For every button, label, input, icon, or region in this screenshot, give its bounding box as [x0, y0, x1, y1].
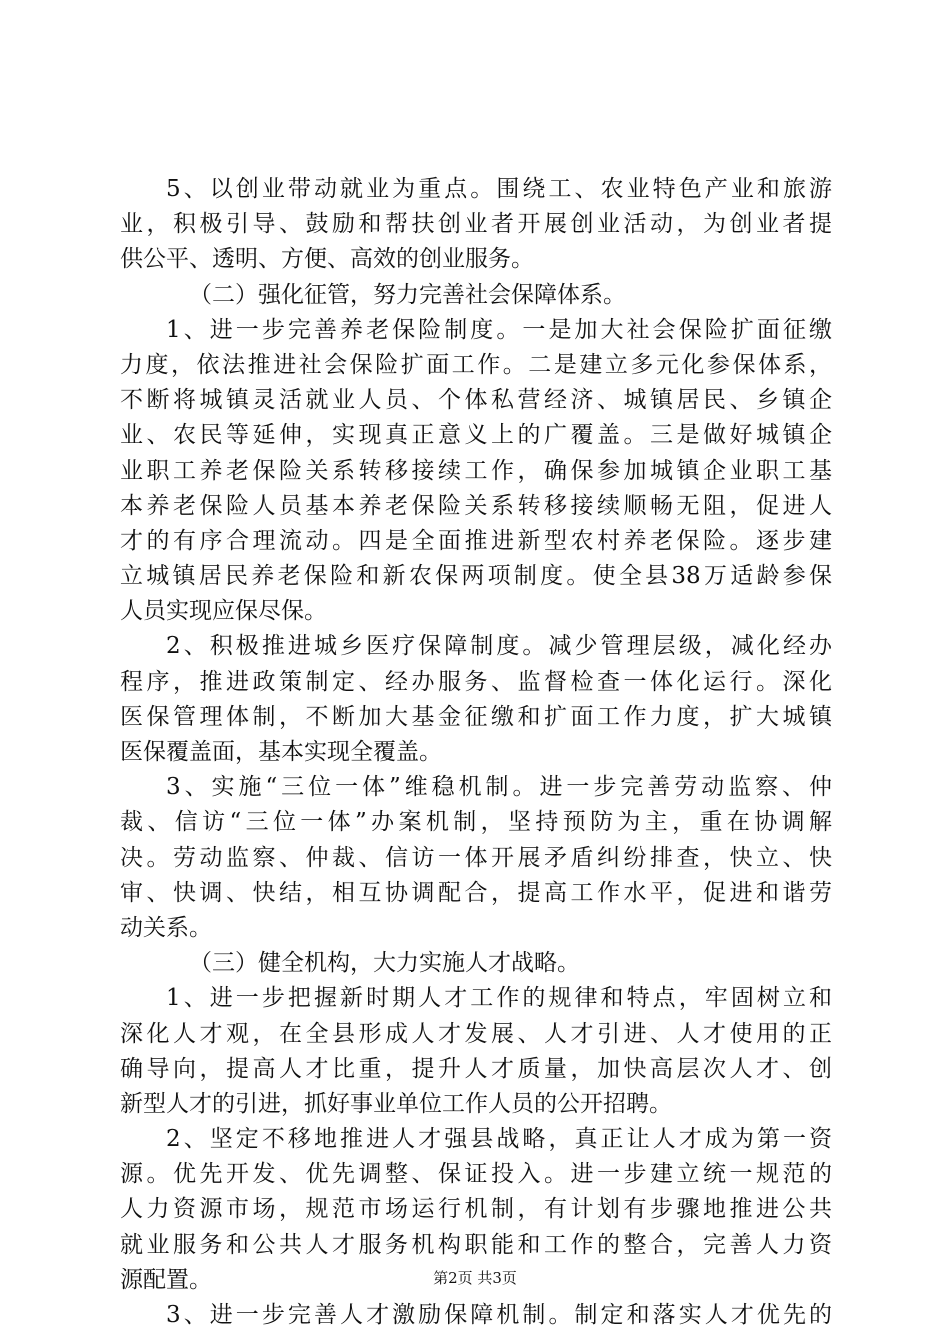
- text-line: 1、进一步把握新时期人才工作的规律和特点，牢固树立和: [166, 985, 832, 1012]
- text-line: 人力资源市场，规范市场运行机制，有计划有步骤地推进公共: [120, 1196, 832, 1223]
- text-line: 动关系。: [120, 914, 212, 941]
- text-line: 新型人才的引进，抓好事业单位工作人员的公开招聘。: [120, 1090, 672, 1117]
- text-line: 3、进一步完善人才激励保障机制。制定和落实人才优先的: [166, 1302, 832, 1328]
- text-line: 医保管理体制，不断加大基金征缴和扩面工作力度，扩大城镇: [120, 703, 832, 730]
- text-line: 供公平、透明、方便、高效的创业服务。: [120, 246, 534, 273]
- text-line: 3、实施“三位一体”维稳机制。进一步完善劳动监察、仲: [166, 774, 832, 801]
- text-line: 审、快调、快结，相互协调配合，提高工作水平，促进和谐劳: [120, 879, 832, 906]
- document-body: [120, 172, 832, 1333]
- text-line: 2、积极推进城乡医疗保障制度。减少管理层级，减化经办: [166, 633, 832, 660]
- text-line: 源。优先开发、优先调整、保证投入。进一步建立统一规范的: [120, 1161, 832, 1188]
- text-line: 业、农民等延伸，实现真正意义上的广覆盖。三是做好城镇企: [120, 422, 832, 449]
- text-line: 不断将城镇灵活就业人员、个体私营经济、城镇居民、乡镇企: [120, 387, 832, 414]
- text-line: 业职工养老保险关系转移接续工作，确保参加城镇企业职工基: [120, 457, 832, 484]
- text-line: 就业服务和公共人才服务机构职能和工作的整合，完善人力资: [120, 1231, 832, 1258]
- text-line: 立城镇居民养老保险和新农保两项制度。使全县38万适龄参保: [120, 563, 832, 590]
- text-line: 1、进一步完善养老保险制度。一是加大社会保险扩面征缴: [166, 316, 832, 343]
- text-line: 医保覆盖面，基本实现全覆盖。: [120, 739, 442, 765]
- text-line: 本养老保险人员基本养老保险关系转移接续顺畅无阻，促进人: [120, 492, 832, 519]
- text-line: 力度，依法推进社会保险扩面工作。二是建立多元化参保体系，: [120, 351, 832, 378]
- text-line: 深化人才观，在全县形成人才发展、人才引进、人才使用的正: [120, 1020, 832, 1047]
- text-line: 人员实现应保尽保。: [120, 598, 327, 625]
- text-line: 源配置。: [120, 1266, 212, 1293]
- section-heading: （二）强化征管，努力完善社会保障体系。: [189, 281, 626, 308]
- text-line: 2、坚定不移地推进人才强县战略，真正让人才成为第一资: [166, 1126, 832, 1153]
- page-footer: 第2页 共3页: [433, 1269, 517, 1287]
- text-line: 确导向，提高人才比重，提升人才质量，加快高层次人才、创: [120, 1055, 832, 1082]
- text-line: 决。劳动监察、仲裁、信访一体开展矛盾纠纷排查，快立、快: [120, 844, 832, 871]
- text-line: 业，积极引导、鼓励和帮扶创业者开展创业活动，为创业者提: [120, 211, 832, 238]
- section-heading: （三）健全机构，大力实施人才战略。: [189, 950, 580, 977]
- text-line: 5、以创业带动就业为重点。围绕工、农业特色产业和旅游: [166, 176, 832, 202]
- text-line: 程序，推进政策制定、经办服务、监督检查一体化运行。深化: [120, 668, 832, 695]
- text-line: 才的有序合理流动。四是全面推进新型农村养老保险。逐步建: [120, 527, 832, 554]
- text-line: 裁、信访“三位一体”办案机制，坚持预防为主，重在协调解: [120, 809, 832, 836]
